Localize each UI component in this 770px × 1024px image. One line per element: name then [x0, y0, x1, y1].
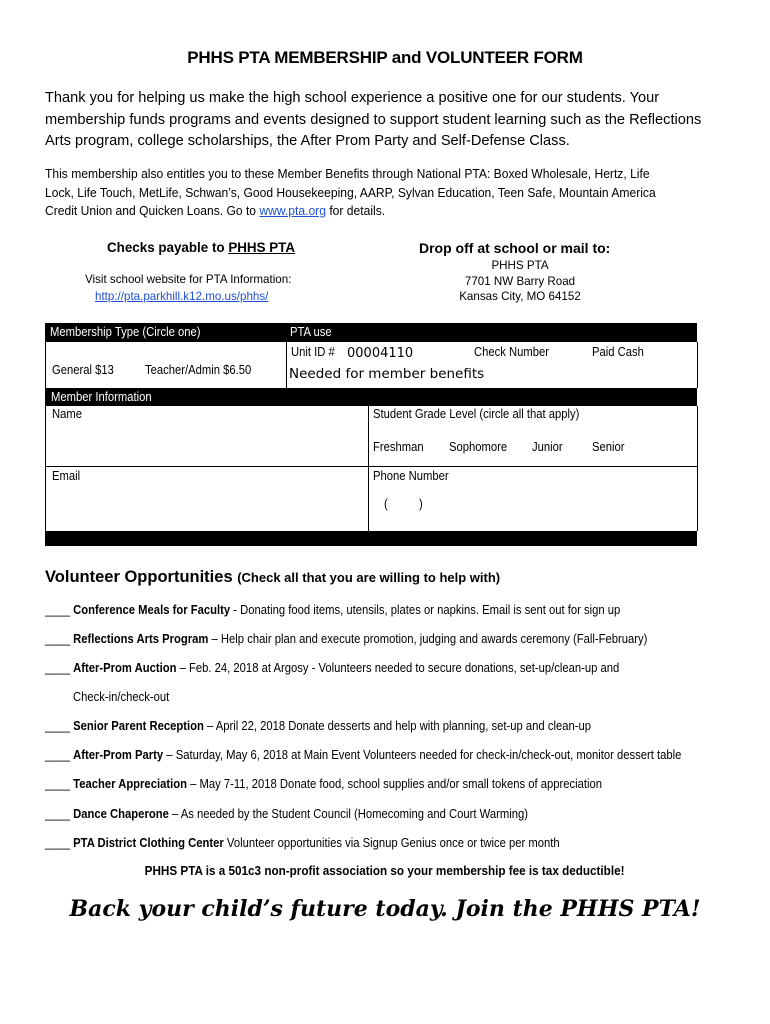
phone-number-field[interactable]: ( ) [384, 497, 423, 511]
item-name: Teacher Appreciation [73, 777, 187, 791]
item-desc: Volunteer opportunities via Signup Genius once or twice per month [223, 836, 560, 850]
pta-org-link[interactable]: www.pta.org [259, 203, 326, 218]
volunteer-heading: Volunteer Opportunities [45, 568, 233, 586]
benefits-tail: for details. [329, 203, 386, 218]
item-desc: – May 7-11, 2018 Donate food, school supplies and/or small tokens of appreciation [186, 777, 603, 791]
dropoff-label: Drop off at school or mail to: [419, 240, 611, 256]
phone-number-label: Phone Number [373, 469, 449, 483]
membership-type-header: Membership Type (Circle one) [50, 325, 201, 339]
slogan: Back your child’s future today. Join the PHHS PTA! [69, 896, 701, 922]
grade-freshman[interactable]: Freshman [373, 440, 424, 454]
grade-junior[interactable]: Junior [532, 440, 563, 454]
general-membership-option[interactable]: General $13 [52, 363, 114, 377]
teacher-membership-option[interactable]: Teacher/Admin $6.50 [145, 363, 252, 377]
item-desc: – Feb. 24, 2018 at Argosy - Volunteers needed to secure donations, set-up/clean-up and [176, 661, 620, 675]
member-info-header: Member Information [51, 390, 152, 404]
checkbox-blank[interactable]: ____ [45, 719, 71, 733]
volunteer-item-after-prom-party[interactable] [45, 748, 681, 762]
item-desc: – Help chair plan and execute promotion, judging and awards ceremony (Fall-February) [208, 632, 648, 646]
checks-payable-label [107, 240, 295, 255]
volunteer-item-conference-meals[interactable] [45, 603, 620, 617]
address-line-2: 7701 NW Barry Road [464, 274, 576, 288]
checkbox-blank[interactable]: ____ [45, 836, 71, 850]
item-desc: - Donating food items, utensils, plates or napkins. Email is sent out for sign up [230, 603, 621, 617]
volunteer-item-dance-chaperone[interactable] [45, 807, 528, 821]
intro-paragraph: Thank you for helping us make the high school experience a positive one for our students. Your membership funds programs and events designed to support student learning such as the Reflections Arts program, college scholarships, the After Prom Party and Self-Defense Class. [45, 90, 702, 149]
volunteer-item-reflections[interactable] [45, 632, 647, 646]
volunteer-item-teacher-appreciation[interactable] [45, 777, 602, 791]
paid-cash-label: Paid Cash [592, 345, 644, 359]
email-field[interactable]: Email [52, 469, 81, 483]
volunteer-item-senior-reception[interactable] [45, 719, 591, 733]
checkbox-blank[interactable]: ____ [45, 603, 71, 617]
table-border-left [45, 342, 46, 388]
needed-note: Needed for member benefits [289, 366, 485, 382]
checkbox-blank[interactable]: ____ [45, 777, 71, 791]
volunteer-subtitle: (Check all that you are willing to help with) [237, 570, 501, 585]
check-number-label: Check Number [474, 345, 550, 359]
grade-sophomore[interactable]: Sophomore [449, 440, 508, 454]
item-desc: – April 22, 2018 Donate desserts and help with planning, set-up and clean-up [203, 719, 591, 733]
volunteer-item-clothing-center[interactable] [45, 836, 560, 850]
item-desc: – Saturday, May 6, 2018 at Main Event Volunteers needed for check-in/check-out, monitor dessert table [163, 748, 682, 762]
item-name: After-Prom Auction [73, 661, 177, 675]
item-name: Reflections Arts Program [73, 632, 209, 646]
table-divider [286, 342, 287, 388]
item-name: Conference Meals for Faculty [73, 603, 231, 617]
checkbox-blank[interactable]: ____ [45, 661, 71, 675]
benefits-paragraph [45, 165, 659, 221]
info-border-right [697, 406, 698, 531]
unit-id-value: 00004110 [347, 346, 414, 361]
checks-prefix: Checks payable to [107, 240, 225, 255]
grade-senior[interactable]: Senior [592, 440, 625, 454]
checkbox-blank[interactable]: ____ [45, 807, 71, 821]
item-name: PTA District Clothing Center [73, 836, 224, 850]
member-info-footer-bar [45, 531, 697, 546]
checkbox-blank[interactable]: ____ [45, 632, 71, 646]
volunteer-title [45, 568, 500, 587]
info-divider [368, 406, 369, 531]
item-desc: – As needed by the Student Council (Homecoming and Court Warming) [168, 807, 528, 821]
item-name: Senior Parent Reception [73, 719, 204, 733]
tax-deductible-note [0, 863, 770, 878]
address-line-1: PHHS PTA [491, 259, 549, 272]
name-field[interactable]: Name [52, 407, 83, 421]
pta-use-header: PTA use [290, 325, 332, 339]
auction-continuation: Check-in/check-out [73, 690, 170, 704]
benefits-text: This membership also entitles you to these Member Benefits through National PTA: Boxed Wholesale, Hertz, Life Lock, Life Touch, MetLife, Schwan’s, Good Housekeeping, AARP, Sylvan Education, Teen Safe, Mountain America Credit Union and Quicken Loans. Go to [45, 166, 656, 218]
info-border-left [45, 406, 46, 531]
grade-level-label: Student Grade Level (circle all that apply) [373, 407, 580, 421]
unit-id-label: Unit ID # [291, 345, 335, 359]
table-border-right [697, 342, 698, 388]
checks-payee: PHHS PTA [228, 240, 296, 255]
form-title: PHHS PTA MEMBERSHIP and VOLUNTEER FORM [187, 48, 583, 67]
checkbox-blank[interactable]: ____ [45, 748, 71, 762]
tax-note-text: PHHS PTA is a 501c3 non-profit association so your membership fee is tax deductible! [145, 863, 625, 878]
item-name: After-Prom Party [73, 748, 164, 762]
info-row-divider [45, 466, 697, 467]
visit-website-text: Visit school website for PTA Information: [85, 273, 292, 286]
volunteer-item-after-prom-auction[interactable] [45, 661, 619, 675]
item-name: Dance Chaperone [73, 807, 169, 821]
school-website-link[interactable]: http://pta.parkhill.k12.mo.us/phhs/ [95, 290, 269, 303]
address-line-3: Kansas City, MO 64152 [459, 290, 581, 303]
